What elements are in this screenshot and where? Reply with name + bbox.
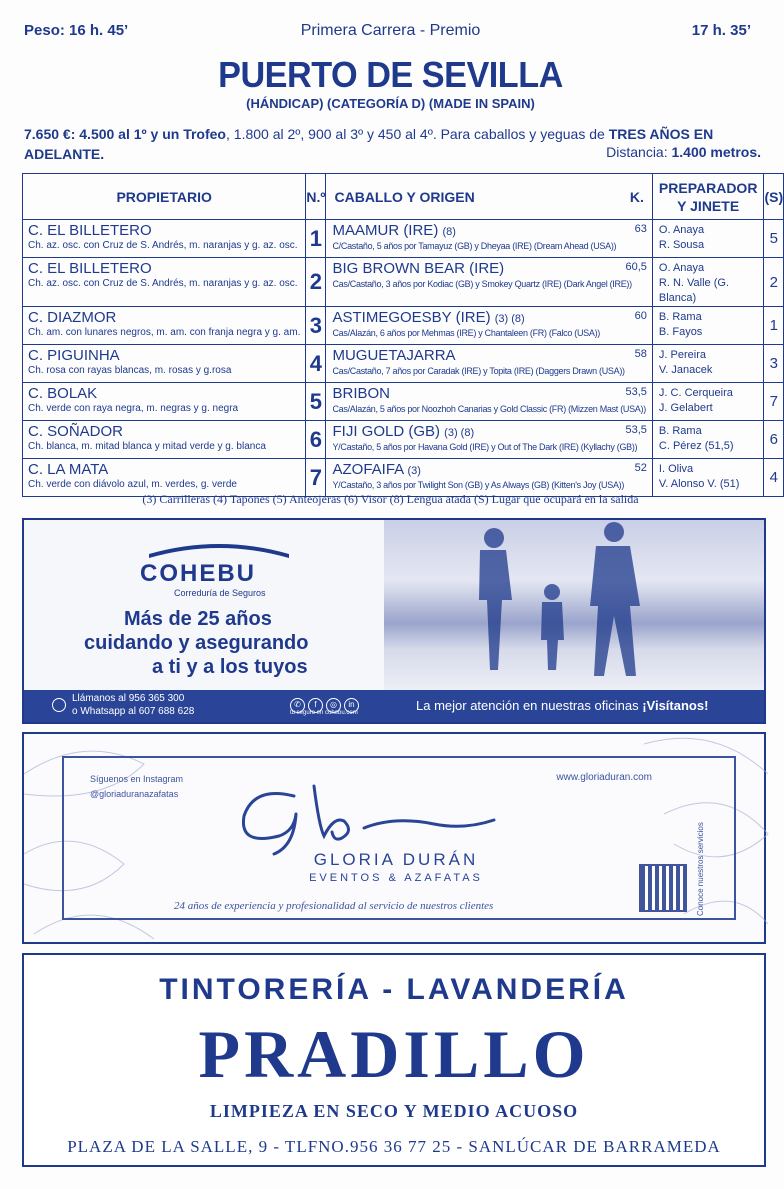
gloria-signature-logo bbox=[234, 776, 534, 856]
trainer-name: I. Oliva bbox=[658, 463, 694, 475]
owner-name: C. SOÑADOR bbox=[28, 423, 124, 440]
qr-code-icon[interactable] bbox=[639, 864, 687, 912]
trainer-cell bbox=[652, 345, 764, 383]
owner-name: C. LA MATA bbox=[28, 461, 109, 478]
trainer-name: J. C. Cerqueira bbox=[658, 387, 733, 399]
owner-name: C. EL BILLETERO bbox=[28, 260, 152, 277]
horse-name: ASTIMEGOESBY (IRE) bbox=[332, 309, 491, 326]
horse-name: BRIBON bbox=[332, 385, 390, 402]
pradillo-subtitle: LIMPIEZA EN SECO Y MEDIO ACUOSO bbox=[209, 1101, 579, 1121]
horse-name-line bbox=[332, 261, 645, 278]
cohebu-logo: COHEBU bbox=[140, 560, 257, 587]
horse-weight: 53,5 bbox=[625, 424, 647, 436]
trainer-cell bbox=[652, 258, 764, 307]
trainer-name: O. Anaya bbox=[658, 224, 705, 236]
race-time: 17 h. 35’ bbox=[691, 22, 751, 39]
owner-cell bbox=[23, 421, 306, 459]
runner-number: 2 bbox=[306, 258, 326, 307]
cohebu-ad[interactable] bbox=[22, 518, 766, 724]
horse-name-line bbox=[332, 386, 645, 403]
weigh-in-time: Peso: 16 h. 45’ bbox=[24, 22, 129, 39]
gloria-tagline: 24 años de experiencia y profesionalidad al servicio de nuestros clientes bbox=[174, 900, 494, 912]
horse-name-line bbox=[332, 348, 645, 365]
header-horse bbox=[326, 174, 652, 220]
stall-number: 3 bbox=[764, 345, 784, 383]
stall-number: 4 bbox=[764, 459, 784, 497]
horse-origin: Cas/Castaño, 7 años por Caradak (IRE) y Topita (IRE) (Daggers Drawn (USA)) bbox=[332, 366, 625, 376]
horse-cell bbox=[326, 345, 652, 383]
horse-origin: Cas/Alazán, 6 años por Mehmas (IRE) y Chantaleen (FR) (Falco (USA)) bbox=[332, 328, 600, 338]
horse-weight: 52 bbox=[634, 462, 647, 474]
distance-label: Distancia: bbox=[606, 144, 672, 160]
horse-weight: 60,5 bbox=[625, 261, 647, 273]
table-row bbox=[23, 345, 784, 383]
owner-cell bbox=[23, 459, 306, 497]
pradillo-ad[interactable] bbox=[22, 953, 766, 1167]
facebook-icon[interactable]: f bbox=[308, 698, 323, 713]
horse-equipment: (3) bbox=[407, 465, 421, 477]
horse-name: AZOFAIFA bbox=[332, 461, 404, 478]
trainer-cell bbox=[652, 421, 764, 459]
cohebu-cta bbox=[416, 698, 708, 713]
horse-cell bbox=[326, 459, 652, 497]
jockey-name: V. Janacek bbox=[658, 364, 713, 376]
gloria-duran-ad[interactable] bbox=[22, 732, 766, 944]
horse-name: MUGUETAJARRA bbox=[332, 347, 456, 364]
horse-origin: C/Castaño, 5 años por Tamayuz (GB) y Dheyaa (IRE) (Dream Ahead (USA)) bbox=[332, 241, 617, 251]
header-stall: (S) bbox=[764, 174, 784, 220]
pradillo-title: TINTORERÍA - LAVANDERÍA bbox=[159, 973, 629, 1006]
gloria-instagram-label: Síguenos en Instagram bbox=[90, 774, 184, 784]
owner-colors: Ch. rosa con rayas blancas, m. rosas y g.rosa bbox=[28, 365, 232, 376]
horse-weight: 63 bbox=[634, 223, 647, 235]
cohebu-cta-bold: ¡Visítanos! bbox=[642, 698, 709, 713]
horse-name-line bbox=[332, 424, 645, 441]
stall-number: 6 bbox=[764, 421, 784, 459]
cohebu-whatsapp[interactable]: o Whatsapp al 607 688 628 bbox=[72, 706, 195, 717]
runner-number: 7 bbox=[306, 459, 326, 497]
cohebu-tagline-1: Más de 25 años bbox=[124, 608, 272, 630]
horse-equipment: (3) (8) bbox=[494, 313, 525, 325]
race-title: PUERTO DE SEVILLA bbox=[218, 54, 563, 95]
horse-name: MAAMUR (IRE) bbox=[332, 222, 439, 239]
trainer-cell bbox=[652, 220, 764, 258]
trainer-name: B. Rama bbox=[658, 311, 702, 323]
trainer-name: B. Rama bbox=[658, 425, 702, 437]
stall-number: 2 bbox=[764, 258, 784, 307]
table-row bbox=[23, 258, 784, 307]
table-row bbox=[23, 459, 784, 497]
horse-origin: Y/Castaño, 3 años por Twilight Son (GB) y As Always (GB) (Kitten's Joy (USA)) bbox=[332, 480, 625, 490]
horse-cell bbox=[326, 258, 652, 307]
runner-number: 1 bbox=[306, 220, 326, 258]
stall-number: 5 bbox=[764, 220, 784, 258]
horse-name-line bbox=[332, 462, 645, 479]
gloria-qr-label: Conoce nuestros servicios bbox=[696, 822, 705, 916]
horse-cell bbox=[326, 220, 652, 258]
cohebu-contact-bar bbox=[24, 690, 764, 722]
horse-name-line bbox=[332, 223, 645, 240]
owner-cell bbox=[23, 220, 306, 258]
jockey-name: C. Pérez (51,5) bbox=[658, 440, 734, 452]
header-k: K. bbox=[629, 188, 644, 205]
jockey-name: B. Fayos bbox=[658, 326, 703, 338]
owner-name: C. DIAZMOR bbox=[28, 309, 117, 326]
stall-number: 7 bbox=[764, 383, 784, 421]
gloria-instagram-handle[interactable]: @gloriaduranazafatas bbox=[90, 789, 179, 799]
runner-number: 5 bbox=[306, 383, 326, 421]
instagram-icon[interactable]: ◎ bbox=[326, 698, 341, 713]
jockey-name: R. N. Valle (G. Blanca) bbox=[658, 277, 729, 304]
table-row bbox=[23, 307, 784, 345]
distance-value: 1.400 metros. bbox=[671, 144, 761, 160]
jockey-name: R. Sousa bbox=[658, 239, 705, 251]
trainer-cell bbox=[652, 459, 764, 497]
stall-number: 1 bbox=[764, 307, 784, 345]
header-horse-label: CABALLO Y ORIGEN bbox=[334, 188, 475, 205]
owner-colors: Ch. verde con raya negra, m. negras y g. negra bbox=[28, 403, 239, 414]
horse-origin: Cas/Alazán, 5 años por Noozhoh Canarias y Gold Classic (FR) (Mizzen Mast (USA)) bbox=[332, 404, 646, 414]
gloria-subtitle: EVENTOS & AZAFATAS bbox=[309, 872, 483, 884]
horse-name: FIJI GOLD (GB) bbox=[332, 423, 440, 440]
runner-number: 4 bbox=[306, 345, 326, 383]
header-trainer: PREPARADOR Y JINETE bbox=[652, 174, 764, 220]
owner-cell bbox=[23, 258, 306, 307]
horse-weight: 53,5 bbox=[625, 386, 647, 398]
horse-cell bbox=[326, 383, 652, 421]
horse-equipment: (8) bbox=[442, 226, 456, 238]
trainer-name: J. Pereira bbox=[658, 349, 706, 361]
whatsapp-social-icon[interactable]: ✆ bbox=[290, 698, 305, 713]
owner-name: C. EL BILLETERO bbox=[28, 222, 152, 239]
runner-number: 6 bbox=[306, 421, 326, 459]
race-subtitle: (HÁNDICAP) (CATEGORÍA D) (MADE IN SPAIN) bbox=[246, 96, 535, 111]
horse-origin: Cas/Castaño, 3 años por Kodiac (GB) y Smokey Quartz (IRE) (Dark Angel (IRE)) bbox=[332, 279, 632, 289]
runners-table bbox=[22, 173, 784, 497]
whatsapp-icon bbox=[52, 698, 66, 712]
owner-colors: Ch. az. osc. con Cruz de S. Andrés, m. naranjas y g. az. osc. bbox=[28, 278, 298, 289]
jockey-name: J. Gelabert bbox=[658, 402, 713, 414]
runner-number: 3 bbox=[306, 307, 326, 345]
owner-colors: Ch. blanca, m. mitad blanca y mitad verde y g. blanca bbox=[28, 441, 266, 452]
cohebu-cta-text: La mejor atención en nuestras oficinas bbox=[416, 698, 643, 713]
horse-equipment: (3) (8) bbox=[444, 427, 475, 439]
horse-name-line bbox=[332, 310, 645, 327]
owner-cell bbox=[23, 383, 306, 421]
horse-origin: Y/Castaño, 5 años por Havana Gold (IRE) y Out of The Dark (IRE) (Kyllachy (GB)) bbox=[332, 442, 638, 452]
owner-colors: Ch. az. osc. con Cruz de S. Andrés, m. naranjas y g. az. osc. bbox=[28, 240, 298, 251]
table-legend: (3) Carrilleras (4) Tapones (5) Anteojeras (6) Visor (8) Lengua atada (S) Lugar que ocupará en la salida bbox=[142, 492, 639, 506]
gloria-name: GLORIA DURÁN bbox=[313, 850, 479, 869]
owner-cell bbox=[23, 307, 306, 345]
header-owner: PROPIETARIO bbox=[23, 174, 306, 220]
horse-name: BIG BROWN BEAR (IRE) bbox=[332, 260, 505, 277]
trainer-cell bbox=[652, 307, 764, 345]
race-label: Primera Carrera - Premio bbox=[300, 22, 481, 39]
table-row bbox=[23, 383, 784, 421]
horse-weight: 60 bbox=[634, 310, 647, 322]
table-header-row bbox=[23, 174, 784, 220]
family-beach-photo bbox=[384, 520, 764, 692]
horse-cell bbox=[326, 307, 652, 345]
race-distance bbox=[606, 144, 761, 160]
trainer-name: O. Anaya bbox=[658, 262, 705, 274]
cohebu-roof-icon bbox=[149, 544, 289, 558]
owner-name: C. PIGUINHA bbox=[28, 347, 120, 364]
pradillo-address: PLAZA DE LA SALLE, 9 - TLFNO.956 36 77 25 - SANLÚCAR DE BARRAMEDA bbox=[67, 1137, 721, 1156]
family-silhouette-image bbox=[384, 520, 764, 692]
cohebu-logo-subtitle: Correduría de Seguros bbox=[174, 588, 266, 598]
prize-eligibility: TRES AÑOS EN ADELANTE. bbox=[24, 126, 714, 162]
gloria-web[interactable]: www.gloriaduran.com bbox=[556, 772, 652, 783]
cohebu-tagline-2: cuidando y asegurando bbox=[84, 632, 309, 654]
table-row bbox=[23, 220, 784, 258]
prize-rest: , 1.800 al 2º, 900 al 3º y 450 al 4º. Para caballos y yeguas de bbox=[226, 126, 609, 142]
cohebu-web[interactable]: tu seguro en cohebu.com bbox=[290, 710, 358, 716]
owner-name: C. BOLAK bbox=[28, 385, 98, 402]
header-number: N.º bbox=[306, 174, 326, 220]
owner-cell bbox=[23, 345, 306, 383]
trainer-cell bbox=[652, 383, 764, 421]
cohebu-tagline-3: a ti y a los tuyos bbox=[152, 656, 308, 678]
runners-body bbox=[23, 220, 784, 497]
prize-main: 7.650 €: 4.500 al 1º y un Trofeo bbox=[24, 126, 226, 142]
cohebu-phone[interactable]: Llámanos al 956 365 300 bbox=[72, 693, 185, 704]
horse-weight: 58 bbox=[634, 348, 647, 360]
horse-cell bbox=[326, 421, 652, 459]
table-row bbox=[23, 421, 784, 459]
owner-colors: Ch. verde con diávolo azul, m. verdes, g. verde bbox=[28, 479, 237, 490]
owner-colors: Ch. am. con lunares negros, m. am. con franja negra y g. am. bbox=[28, 327, 301, 338]
pradillo-name: PRADILLO bbox=[198, 1016, 590, 1092]
linkedin-icon[interactable]: in bbox=[344, 698, 359, 713]
jockey-name: V. Alonso V. (51) bbox=[658, 478, 740, 490]
